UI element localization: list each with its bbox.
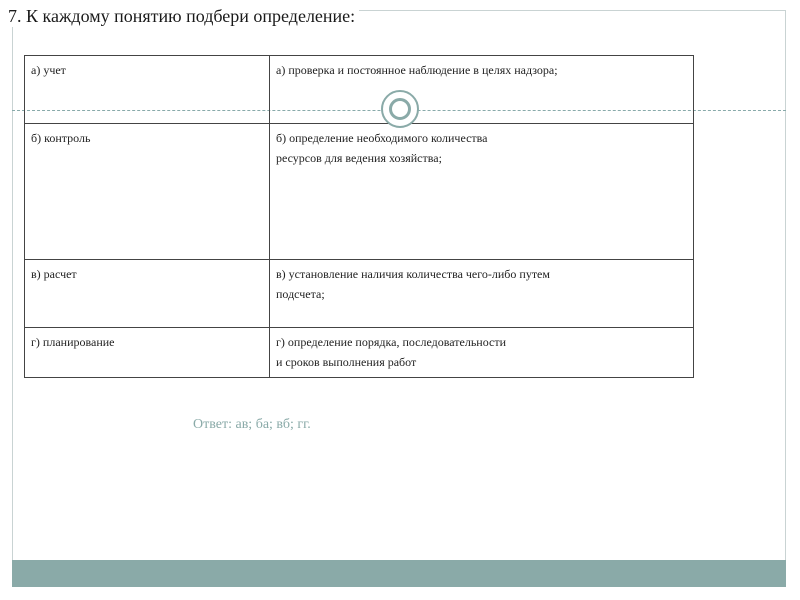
bottom-bar (12, 560, 786, 587)
term-cell: г) планирование (25, 328, 270, 378)
table-row (25, 56, 694, 124)
definition-cell (270, 260, 694, 328)
table-row (25, 124, 694, 260)
definition-cell (270, 56, 694, 124)
inner-ring (389, 98, 411, 120)
definition-line: а) проверка и постоянное наблюдение в целях надзора; (276, 63, 558, 77)
definitions-table (24, 55, 694, 378)
term-cell: в) расчет (25, 260, 270, 328)
definition-cell (270, 328, 694, 378)
table-row (25, 328, 694, 378)
definition-line: г) определение порядка, последовательности (276, 335, 507, 349)
definition-line: подсчета; (276, 287, 325, 301)
definition-line: б) определение необходимого количества (276, 131, 488, 145)
answer-text: Ответ: ав; ба; вб; гг. (193, 417, 311, 432)
definition-cell (270, 124, 694, 260)
definition-line: в) установление наличия количества чего-либо путем (276, 267, 550, 281)
task-title: 7. К каждому понятию подбери определение: (8, 6, 359, 27)
table-row (25, 260, 694, 328)
decorative-circle-icon (381, 90, 419, 128)
term-cell: а) учет (25, 56, 270, 124)
definition-line: ресурсов для ведения хозяйства; (276, 151, 442, 165)
definition-line: и сроков выполнения работ (276, 355, 417, 369)
term-cell: б) контроль (25, 124, 270, 260)
